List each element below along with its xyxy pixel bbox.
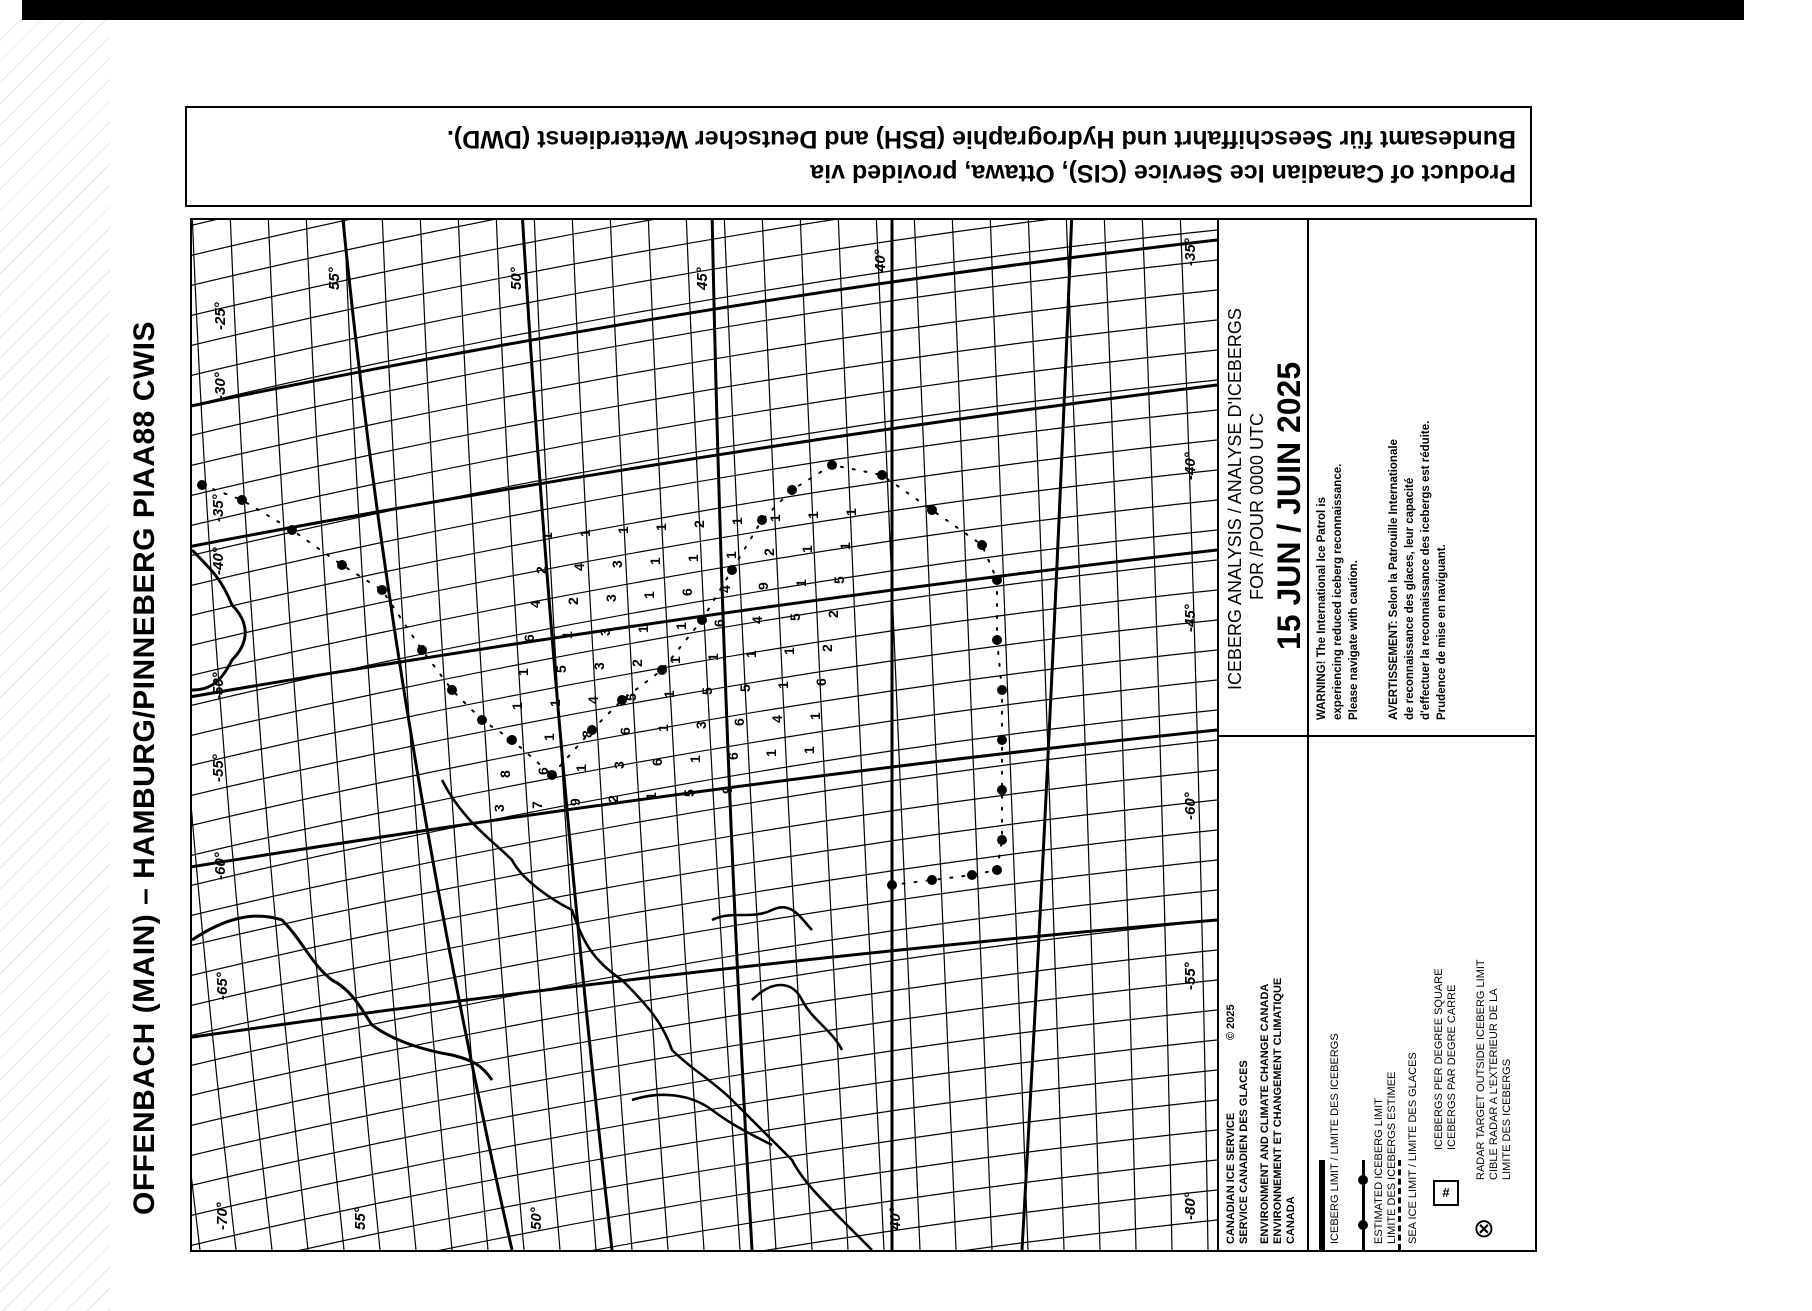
limit-dot <box>967 870 977 880</box>
limit-dot <box>827 460 837 470</box>
map-area <box>192 220 1217 1250</box>
iceberg-limit-symbol <box>1319 1160 1325 1250</box>
lon-label: -45° <box>1182 604 1199 632</box>
iceberg-count: 8 <box>579 730 595 738</box>
iceberg-count: 5 <box>681 789 697 797</box>
iceberg-count: 3 <box>591 662 607 670</box>
graticule-line <box>192 560 1217 740</box>
graticule-line <box>192 800 1217 980</box>
graticule-line <box>192 920 1217 1100</box>
iceberg-count: 1 <box>667 656 683 664</box>
limit-dot <box>197 480 207 490</box>
limit-dot <box>287 525 297 535</box>
iceberg-count: 1 <box>781 647 797 655</box>
graticule-line <box>192 950 1217 1130</box>
iceberg-count: 1 <box>661 690 677 698</box>
iceberg-count: 3 <box>597 628 613 636</box>
credit-eccc-fr: ENVIRONNEMENT ET CHANGEMENT CLIMATIQUE <box>1272 977 1284 1244</box>
graticule-line <box>192 650 1217 830</box>
iceberg-count: 2 <box>605 795 621 803</box>
iceberg-count: 1 <box>723 551 739 559</box>
iceberg-count: 1 <box>743 650 759 658</box>
limit-dot <box>337 560 347 570</box>
iceberg-count: 1 <box>705 653 721 661</box>
graticule-line <box>876 220 920 1250</box>
iceberg-count: 2 <box>761 548 777 556</box>
lon-label: -30° <box>212 372 229 400</box>
graticule-line <box>192 980 1217 1160</box>
iceberg-count: 1 <box>647 557 663 565</box>
iceberg-count: 1 <box>577 529 593 537</box>
graticule-line <box>344 220 416 1250</box>
iceberg-count: 2 <box>819 644 835 652</box>
iceberg-count: 6 <box>617 727 633 735</box>
iceberg-count: 1 <box>515 668 531 676</box>
lon-label: -40° <box>1182 452 1199 480</box>
warning-fr-2: de reconnaissance des glaces, leur capacité <box>1404 477 1416 720</box>
limit-dot <box>997 685 1007 695</box>
lat-label: 55° <box>352 1207 369 1230</box>
limit-dot <box>727 565 737 575</box>
lat-label: 50° <box>528 1207 545 1230</box>
lon-label: -80° <box>1182 1192 1199 1220</box>
graticule-line <box>192 890 1217 1070</box>
lat-label: 50° <box>508 267 525 290</box>
graticule-line <box>192 620 1217 800</box>
top-scan-bar <box>22 0 1744 20</box>
credit-cis-en: CANADIAN ICE SERVICE <box>1225 1112 1237 1244</box>
iceberg-count: 4 <box>527 600 543 608</box>
estimated-limit-dot <box>1358 1220 1368 1230</box>
iceberg-count: 1 <box>767 514 783 522</box>
iceberg-count: 4 <box>571 563 587 571</box>
iceberg-count: 6 <box>725 752 741 760</box>
scan-hatch-texture <box>0 20 110 1311</box>
warning-en-3: Please navigate with caution. <box>1348 560 1360 720</box>
lon-label: -70° <box>214 1202 231 1230</box>
graticule-line <box>230 220 308 1250</box>
graticule-line <box>1028 220 1064 1250</box>
credit-cis-fr: SERVICE CANADIEN DES GLACES <box>1238 1060 1250 1244</box>
iceberg-count: 5 <box>737 684 753 692</box>
iceberg-count: 2 <box>629 659 645 667</box>
provider-notice <box>185 106 1532 207</box>
graticule-major <box>192 220 1217 1250</box>
analysis-title: ICEBERG ANALYSIS / ANALYSE D'ICEBERGS <box>1225 308 1245 690</box>
iceberg-count: 3 <box>611 761 627 769</box>
iceberg-count: 9 <box>719 786 735 794</box>
legend-sea-ice: SEA ICE LIMIT / LIMITE DES GLACES <box>1407 1052 1419 1244</box>
radar-target-icon: ⊗ <box>1473 1213 1495 1243</box>
limit-dot <box>447 685 457 695</box>
warning-fr-1: AVERTISSEMENT: Selon la Patrouille Internationale <box>1388 439 1400 720</box>
limit-dot <box>997 785 1007 795</box>
iceberg-count: 1 <box>643 792 659 800</box>
limit-dot <box>992 575 1002 585</box>
lon-label: -35° <box>1182 238 1199 266</box>
graticule-line <box>1066 220 1100 1250</box>
iceberg-count: 1 <box>799 545 815 553</box>
graticule-line <box>192 740 1217 920</box>
iceberg-count: 1 <box>807 712 823 720</box>
iceberg-count: 5 <box>623 693 639 701</box>
iceberg-count: 1 <box>641 591 657 599</box>
iceberg-count: 5 <box>831 576 847 584</box>
estimated-limit-dot <box>1358 1175 1368 1185</box>
iceberg-count: 6 <box>731 718 747 726</box>
estimated-limit-symbol <box>1362 1160 1365 1250</box>
iceberg-count: 1 <box>509 702 525 710</box>
graticule-line <box>838 220 884 1250</box>
limit-dot <box>887 880 897 890</box>
iceberg-count: 1 <box>573 764 589 772</box>
iceberg-count: 1 <box>837 542 853 550</box>
iceberg-chart <box>190 218 1537 1252</box>
legend-radar-2: CIBLE RADAR A L'EXTERIEUR DE LA <box>1488 988 1500 1180</box>
limit-dot <box>417 645 427 655</box>
warning-fr-4: Prudence de mise en naviguant. <box>1436 544 1448 720</box>
warning-en-1: WARNING! The International Ice Patrol is <box>1316 496 1328 720</box>
iceberg-count: 1 <box>775 681 791 689</box>
graticule-line <box>914 220 956 1250</box>
limit-dot <box>757 515 767 525</box>
analysis-date: 15 JUN / JUIN 2025 <box>1271 361 1307 650</box>
iceberg-count: 3 <box>603 594 619 602</box>
iceberg-count: 1 <box>793 579 809 587</box>
iceberg-count: 1 <box>763 749 779 757</box>
graticule-line <box>192 770 1217 950</box>
iceberg-count: 1 <box>653 523 669 531</box>
graticule-line <box>192 1040 1217 1220</box>
legend-radar-1: RADAR TARGET OUTSIDE ICEBERG LIMIT <box>1475 959 1487 1180</box>
iceberg-count: 4 <box>749 616 765 624</box>
iceberg-count: 6 <box>649 758 665 766</box>
iceberg-count: 2 <box>825 610 841 618</box>
lon-label: -55° <box>210 754 227 782</box>
lon-label: -55° <box>1182 962 1199 990</box>
limit-dot <box>697 615 707 625</box>
legend-panel <box>1217 220 1535 1250</box>
iceberg-count: 1 <box>635 625 651 633</box>
iceberg-count: 1 <box>729 517 745 525</box>
analysis-subtitle: FOR /POUR 0000 UTC <box>1247 412 1267 600</box>
legend-per-square-2: ICEBERGS PAR DEGRE CARRE <box>1446 984 1458 1150</box>
limit-dot <box>237 495 247 505</box>
iceberg-count: 2 <box>691 520 707 528</box>
iceberg-count: 8 <box>497 770 513 778</box>
iceberg-count: 3 <box>693 721 709 729</box>
iceberg-count: 3 <box>503 736 519 744</box>
iceberg-count: 1 <box>673 622 689 630</box>
limit-dot <box>477 715 487 725</box>
lon-label: -50° <box>210 672 227 700</box>
iceberg-count: 2 <box>565 597 581 605</box>
legend-per-square-1: ICEBERGS PER DEGREE SQUARE <box>1433 968 1445 1150</box>
legend-divider <box>1307 735 1535 737</box>
iceberg-count: 1 <box>801 746 817 754</box>
lat-label: 45° <box>694 267 711 290</box>
credit-copyright: © 2025 <box>1225 1004 1237 1040</box>
limit-dot <box>787 485 797 495</box>
graticule-line <box>268 220 344 1250</box>
lon-label: -35° <box>210 494 227 522</box>
sea-ice-limit-symbol <box>1398 1160 1401 1250</box>
provider-line-2: Bundesamt für Seeschiffahrt und Hydrographie (BSH) and Deutscher Wetterdienst (DWD). <box>446 125 1516 154</box>
iceberg-count: 1 <box>539 532 555 540</box>
iceberg-count: 5 <box>787 613 803 621</box>
legend-iceberg-limit: ICEBERG LIMIT / LIMITE DES ICEBERGS <box>1329 1033 1341 1244</box>
iceberg-count: 1 <box>655 724 671 732</box>
provider-line-1: Product of Canadian Ice Service (CIS), Ottawa, provided via <box>810 159 1516 188</box>
limit-dot <box>927 505 937 515</box>
iceberg-count: 1 <box>615 526 631 534</box>
legend-divider <box>1219 735 1307 737</box>
lon-label: -65° <box>214 972 231 1000</box>
iceberg-count: 4 <box>769 715 785 723</box>
credit-eccc-en: ENVIRONMENT AND CLIMATE CHANGE CANADA <box>1259 983 1271 1244</box>
iceberg-count: 2 <box>533 566 549 574</box>
lon-label: -60° <box>212 852 229 880</box>
lat-label: 40° <box>887 1207 904 1230</box>
graticule-line <box>1180 220 1208 1250</box>
iceberg-count: 5 <box>699 687 715 695</box>
iceberg-count: 1 <box>685 554 701 562</box>
iceberg-count: 1 <box>559 631 575 639</box>
limit-dot <box>977 540 987 550</box>
iceberg-count: 1 <box>687 755 703 763</box>
warning-en-2: experiencing reduced iceberg reconnaissance. <box>1332 463 1344 720</box>
iceberg-count: 9 <box>567 798 583 806</box>
graticule-line <box>192 220 1217 230</box>
graticule-line <box>192 830 1217 1010</box>
limit-dot <box>657 665 667 675</box>
graticule-line <box>192 1010 1217 1190</box>
iceberg-count: 4 <box>585 696 601 704</box>
iceberg-count: 7 <box>529 801 545 809</box>
iceberg-count: 6 <box>711 619 727 627</box>
iceberg-count: 6 <box>679 588 695 596</box>
iceberg-count: 3 <box>609 560 625 568</box>
iceberg-count: 6 <box>813 678 829 686</box>
iceberg-count: 1 <box>547 699 563 707</box>
map-svg <box>192 220 1217 1250</box>
iceberg-count: 6 <box>521 634 537 642</box>
graticule-line <box>1104 220 1136 1250</box>
graticule-line <box>192 860 1217 1040</box>
iceberg-count: 6 <box>535 767 551 775</box>
per-square-symbol: # <box>1433 1180 1459 1206</box>
warning-fr-3: d'effectuer la reconnaissance des icebergs est réduite. <box>1420 420 1432 720</box>
graticule-line <box>952 220 992 1250</box>
legend-estimated-1: ESTIMATED ICEBERG LIMIT <box>1373 1098 1385 1244</box>
limit-dot <box>377 585 387 595</box>
legend-radar-3: LIMITE DES ICEBERGS <box>1501 1058 1513 1180</box>
iceberg-count: 5 <box>553 665 569 673</box>
iceberg-count: 1 <box>805 511 821 519</box>
graticule-line <box>382 220 452 1250</box>
limit-dot <box>997 735 1007 745</box>
limit-dot <box>992 635 1002 645</box>
lon-label: -40° <box>210 547 227 575</box>
graticule-line <box>192 440 1217 620</box>
iceberg-count: 4 <box>717 585 733 593</box>
graticule-line <box>800 220 848 1250</box>
limit-dot <box>877 470 887 480</box>
graticule-line <box>192 680 1217 860</box>
lon-label: -25° <box>212 302 229 330</box>
credit-canada: CANADA <box>1285 1196 1297 1244</box>
limit-dot <box>997 835 1007 845</box>
lon-label: -60° <box>1182 792 1199 820</box>
iceberg-count: 1 <box>541 733 557 741</box>
chart-header-title: OFFENBACH (MAIN) – HAMBURG/PINNEBERG PIAA88 CWIS <box>128 320 161 1215</box>
lat-label: 55° <box>326 267 343 290</box>
limit-dot <box>992 865 1002 875</box>
iceberg-count: 3 <box>491 804 507 812</box>
iceberg-count: 1 <box>843 508 859 516</box>
iceberg-count: 9 <box>755 582 771 590</box>
lat-label: 40° <box>872 249 889 272</box>
limit-dot <box>927 875 937 885</box>
legend-estimated-2: LIMITE DES ICEBERGS ESTIMEE <box>1386 1071 1398 1244</box>
graticule-line <box>192 710 1217 890</box>
